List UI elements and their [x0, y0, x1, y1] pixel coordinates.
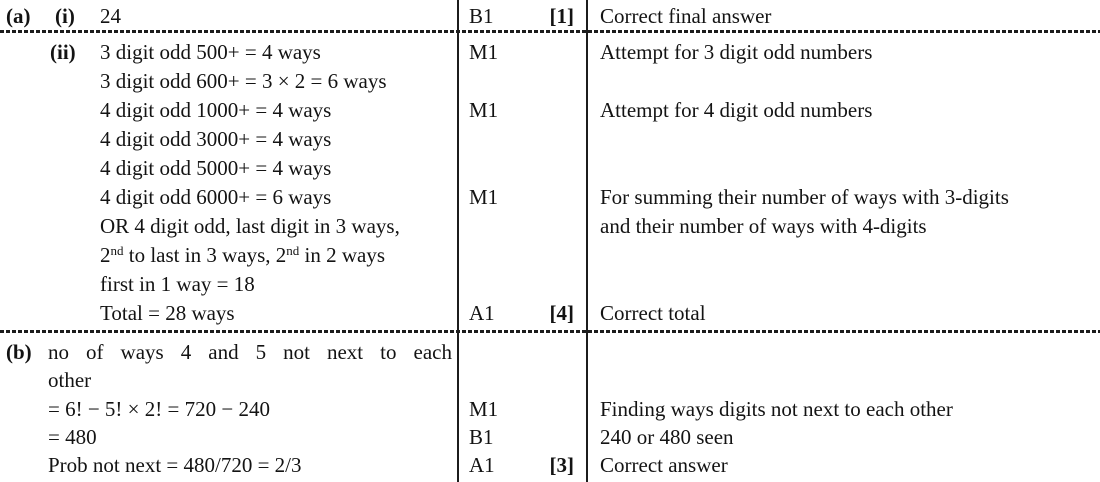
working-aii-line-8	[100, 243, 385, 267]
sup-line-text-2: to last in 3 ways, 2	[123, 243, 287, 267]
row-separator-aii-b	[0, 330, 1100, 333]
marks-ai	[458, 4, 586, 28]
mark-code-m1: M1	[469, 40, 499, 64]
marks-b-b1	[458, 425, 586, 449]
comment-ai: Correct final answer	[600, 4, 772, 28]
marks-aii-m1a	[458, 40, 586, 64]
working-aii-line-2: 3 digit odd 600+ = 3 × 2 = 6 ways	[100, 69, 387, 93]
comment-b-1: Finding ways digits not next to each other	[600, 397, 953, 421]
mark-code-b1: B1	[469, 4, 494, 28]
working-b-line-1: no of ways 4 and 5 not next to each	[48, 340, 452, 364]
mark-code-m1: M1	[469, 98, 499, 122]
working-aii-line-9: first in 1 way = 18	[100, 272, 255, 296]
working-aii-line-6: 4 digit odd 6000+ = 6 ways	[100, 185, 332, 209]
superscript-nd-1: nd	[110, 243, 124, 258]
comments-column-divider	[586, 0, 588, 482]
working-aii-line-3: 4 digit odd 1000+ = 4 ways	[100, 98, 332, 122]
working-aii-line-1: 3 digit odd 500+ = 4 ways	[100, 40, 321, 64]
mark-code-a1: A1	[469, 453, 495, 477]
sup-line-text-3: in 2 ways	[299, 243, 385, 267]
working-b-line-3: = 6! − 5! × 2! = 720 − 240	[48, 397, 270, 421]
part-label-ai: (i)	[55, 4, 75, 28]
comment-aii-3a: For summing their number of ways with 3-digits	[600, 185, 1009, 209]
comment-aii-4: Correct total	[600, 301, 706, 325]
working-aii-line-5: 4 digit odd 5000+ = 4 ways	[100, 156, 332, 180]
marks-aii-a1	[458, 301, 586, 325]
mark-code-m1: M1	[469, 397, 499, 421]
comment-aii-3b: and their number of ways with 4-digits	[600, 214, 927, 238]
comment-b-3: Correct answer	[600, 453, 728, 477]
mark-total-ai: [1]	[549, 4, 574, 28]
mark-total-b: [3]	[549, 453, 574, 477]
mark-code-b1: B1	[469, 425, 494, 449]
sup-line-text-1: 2	[100, 243, 111, 267]
part-label-a: (a)	[6, 4, 31, 28]
mark-code-m1: M1	[469, 185, 499, 209]
mark-code-a1: A1	[469, 301, 495, 325]
mark-total-aii: [4]	[549, 301, 574, 325]
superscript-nd-2: nd	[286, 243, 300, 258]
comment-b-2: 240 or 480 seen	[600, 425, 734, 449]
comment-aii-2: Attempt for 4 digit odd numbers	[600, 98, 873, 122]
working-aii-line-10: Total = 28 ways	[100, 301, 235, 325]
working-aii-line-7: OR 4 digit odd, last digit in 3 ways,	[100, 214, 400, 238]
working-ai-answer: 24	[100, 4, 121, 28]
marks-b-m1	[458, 397, 586, 421]
part-label-aii: (ii)	[50, 40, 76, 64]
working-aii-line-4: 4 digit odd 3000+ = 4 ways	[100, 127, 332, 151]
marks-aii-m1c	[458, 185, 586, 209]
working-b-line-4: = 480	[48, 425, 97, 449]
working-b-line-2: other	[48, 368, 92, 392]
part-label-b: (b)	[6, 340, 32, 364]
row-separator-ai-aii	[0, 30, 1100, 33]
comment-aii-1: Attempt for 3 digit odd numbers	[600, 40, 873, 64]
marks-b-a1	[458, 453, 586, 477]
marks-aii-m1b	[458, 98, 586, 122]
working-b-line-5: Prob not next = 480/720 = 2/3	[48, 453, 302, 477]
